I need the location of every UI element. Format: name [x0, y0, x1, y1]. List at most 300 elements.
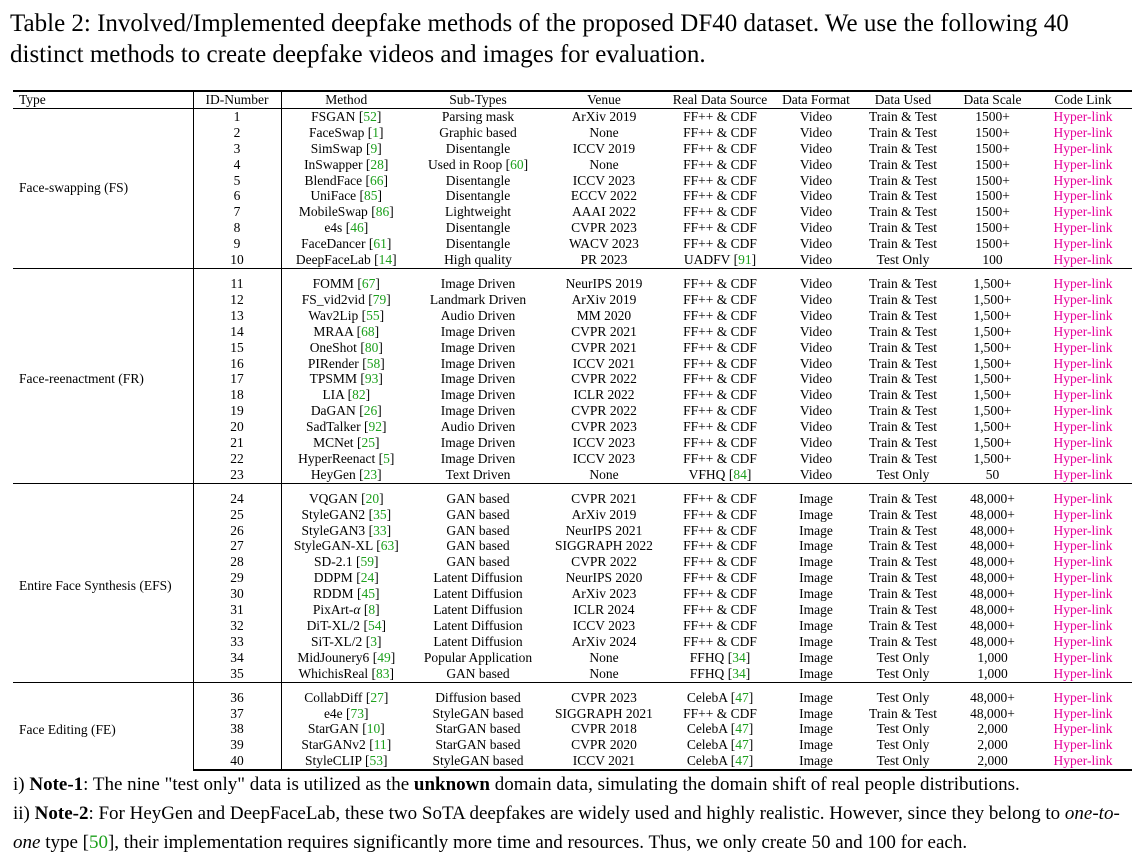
citation-link[interactable]: 84 — [733, 466, 747, 482]
citation-link[interactable]: 45 — [361, 586, 375, 602]
sub-type-cell — [411, 125, 545, 141]
citation-link[interactable]: 92 — [368, 419, 382, 435]
code-link-cell — [1034, 125, 1132, 141]
data-used-cell: Train & Test — [868, 140, 938, 156]
data-used-cell: Train & Test — [868, 156, 938, 172]
citation-link[interactable]: 68 — [361, 323, 375, 339]
data-scale-cell: 48,000+ — [970, 554, 1015, 570]
hyper-link[interactable]: Hyper-link — [1053, 275, 1113, 291]
real-data-source-cell — [663, 324, 777, 340]
sub-type-cell — [411, 706, 545, 722]
venue-cell: ICCV 2023 — [572, 618, 636, 633]
citation-link[interactable]: 5 — [383, 450, 390, 466]
method-cell: FS_vid2vid [79] — [301, 291, 391, 307]
hyper-link[interactable]: Hyper-link — [1053, 721, 1113, 737]
data-scale-cell: 2,000 — [951, 753, 1034, 770]
sub-type-cell — [411, 419, 545, 435]
data-format-cell: Image — [799, 618, 833, 633]
real-data-source-cell — [663, 538, 777, 554]
method-name: LIA — [322, 387, 345, 403]
data-scale-cell: 2,000 — [977, 721, 1008, 737]
sub-type-text: GAN based — [446, 554, 510, 570]
data-scale-cell: 48,000+ — [970, 705, 1015, 721]
data-scale-cell: 1500+ — [975, 188, 1010, 204]
citation-link[interactable]: 93 — [364, 371, 379, 387]
id-number-cell: 20 — [193, 419, 281, 435]
source-text: FFHQ — [689, 649, 725, 665]
citation-link[interactable]: 34 — [732, 665, 746, 681]
citation-link[interactable]: 9 — [370, 140, 378, 156]
method-name: StyleGAN-XL — [293, 538, 373, 554]
table-row — [13, 682, 1132, 705]
code-link-cell — [1034, 252, 1132, 268]
hyper-link[interactable]: Hyper-link — [1053, 355, 1113, 371]
citation-link[interactable]: 53 — [369, 753, 383, 769]
id-number-cell: 29 — [193, 570, 281, 586]
data-used-cell: Test Only — [876, 649, 930, 665]
hyper-link[interactable]: Hyper-link — [1053, 618, 1113, 633]
source-text: FF++ & CDF — [683, 554, 757, 570]
method-name: StarGAN — [307, 721, 359, 737]
code-link-cell — [1034, 721, 1132, 737]
method-name: HeyGen — [310, 466, 356, 482]
citation-link[interactable]: 47 — [735, 753, 749, 769]
code-link-cell — [1034, 387, 1132, 403]
citation-link[interactable]: 82 — [352, 387, 366, 403]
code-link-cell — [1034, 570, 1132, 586]
method-cell: StyleGAN-XL [63] — [293, 538, 399, 554]
note-1 — [13, 770, 1138, 799]
header-data-scale: Data Scale — [963, 92, 1022, 107]
citation-link[interactable]: 73 — [350, 705, 365, 721]
venue-cell: AAAI 2022 — [571, 204, 637, 220]
method-cell: DiT-XL/2 [54] — [306, 618, 386, 633]
data-used-cell: Train & Test — [868, 387, 938, 403]
code-link-cell — [1034, 435, 1132, 451]
citation-link[interactable]: 85 — [364, 188, 378, 204]
code-link-cell — [1034, 236, 1132, 252]
citation-link[interactable]: 55 — [366, 307, 380, 323]
id-number-cell: 27 — [193, 538, 281, 554]
note-2-text-b: type [ — [40, 832, 89, 853]
citation-link[interactable]: 47 — [735, 737, 749, 753]
data-scale-cell: 48,000+ — [970, 633, 1015, 649]
source-text: FF++ & CDF — [683, 220, 757, 236]
table-body — [13, 108, 1132, 770]
venue-cell: WACV 2023 — [569, 236, 639, 252]
citation-link[interactable]: 61 — [373, 236, 387, 252]
citation-link[interactable]: 49 — [377, 649, 391, 665]
sub-type-text: Graphic based — [439, 124, 517, 140]
citation-link[interactable]: 60 — [510, 156, 524, 172]
venue-cell: ArXiv 2019 — [571, 506, 637, 522]
hyper-link[interactable]: Hyper-link — [1053, 252, 1113, 268]
source-text: UADFV — [683, 252, 731, 268]
code-link-cell — [1034, 356, 1132, 372]
data-format-cell: Image — [799, 506, 833, 522]
venue-cell: None — [589, 124, 619, 140]
data-used-cell: Train & Test — [868, 236, 938, 252]
code-link-cell — [1034, 666, 1132, 682]
method-name: TPSMM — [309, 371, 357, 387]
data-scale-cell: 1,500+ — [973, 371, 1012, 387]
citation-link[interactable]: 63 — [380, 538, 395, 554]
method-name: SadTalker — [306, 419, 361, 435]
method-cell: StyleCLIP [53] — [281, 753, 411, 770]
id-number-cell: 7 — [193, 204, 281, 220]
code-link-cell — [1034, 340, 1132, 356]
hyper-link[interactable]: Hyper-link — [1053, 371, 1113, 387]
id-number-cell: 30 — [193, 586, 281, 602]
sub-type-text: GAN based — [446, 506, 510, 522]
citation-link[interactable]: 34 — [732, 649, 746, 665]
note-2-prefix: ii) — [13, 803, 35, 824]
id-number-cell: 22 — [193, 451, 281, 467]
sub-type-cell — [411, 173, 545, 189]
code-link-cell — [1034, 602, 1132, 618]
data-scale-cell: 1500+ — [975, 236, 1010, 252]
data-used-cell: Test Only — [876, 252, 930, 268]
data-used-cell: Test Only — [876, 466, 930, 482]
method-name: DaGAN — [310, 403, 356, 419]
hyper-link[interactable]: Hyper-link — [1053, 124, 1113, 140]
data-format-cell: Image — [777, 682, 855, 705]
data-used-cell: Train & Test — [868, 435, 938, 451]
code-link-cell — [1034, 173, 1132, 189]
real-data-source-cell: CelebA [47] — [686, 721, 754, 737]
id-number-cell: 1 — [193, 108, 281, 124]
data-format-cell: Image — [777, 483, 855, 506]
real-data-source-cell — [663, 371, 777, 387]
data-format-cell: Image — [799, 737, 833, 753]
id-number-cell: 25 — [193, 507, 281, 523]
method-cell: LIA [82] — [322, 387, 371, 403]
citation-link[interactable]: 27 — [370, 689, 384, 705]
data-format-cell: Video — [799, 204, 833, 220]
data-format-cell: Video — [799, 403, 833, 419]
method-name: MobileSwap — [298, 204, 368, 220]
source-text: FF++ & CDF — [683, 403, 757, 419]
citation-link[interactable]: 59 — [360, 554, 374, 570]
venue-cell: CVPR 2020 — [571, 737, 637, 753]
code-link-cell — [1034, 682, 1132, 705]
hyper-link[interactable]: Hyper-link — [1053, 538, 1113, 554]
real-data-source-cell — [663, 554, 777, 570]
citation-link[interactable]: 54 — [367, 618, 382, 633]
citation-link[interactable]: 8 — [368, 602, 376, 618]
id-number-cell: 18 — [193, 387, 281, 403]
hyper-link[interactable]: Hyper-link — [1053, 753, 1113, 769]
method-cell: DDPM [24] — [313, 570, 379, 586]
hyper-link[interactable]: Hyper-link — [1053, 689, 1113, 705]
hyper-link[interactable]: Hyper-link — [1053, 204, 1113, 220]
real-data-source-cell — [663, 435, 777, 451]
source-text: CelebA — [686, 737, 728, 753]
hyper-link[interactable]: Hyper-link — [1053, 339, 1113, 355]
venue-cell: CVPR 2023 — [571, 419, 637, 435]
citation-link[interactable]: 26 — [363, 403, 378, 419]
citation-link[interactable]: 10 — [366, 721, 381, 737]
group-type-label: Face-reenactment (FR) — [13, 268, 193, 483]
sub-type-text: GAN based — [446, 538, 510, 554]
header-code-link: Code Link — [1054, 92, 1112, 107]
citation-link[interactable]: 83 — [376, 665, 390, 681]
data-format-cell: Video — [799, 108, 833, 124]
sub-type-text: StarGAN based — [435, 721, 521, 737]
venue-cell: NeurIPS 2019 — [545, 268, 663, 291]
hyper-link[interactable]: Hyper-link — [1053, 466, 1113, 482]
real-data-source-cell — [663, 188, 777, 204]
citation-link[interactable]: 58 — [366, 355, 381, 371]
source-text: FF++ & CDF — [683, 618, 757, 633]
id-number-cell: 4 — [193, 157, 281, 173]
id-number-cell: 19 — [193, 403, 281, 419]
code-link-cell — [1034, 220, 1132, 236]
hyper-link[interactable]: Hyper-link — [1053, 403, 1113, 419]
citation-link[interactable]: 86 — [375, 204, 390, 220]
sub-type-cell — [411, 721, 545, 737]
sub-type-cell — [411, 737, 545, 753]
sub-type-text: Audio Driven — [440, 307, 516, 323]
citation-link[interactable]: 20 — [365, 490, 380, 506]
venue-cell: PR 2023 — [580, 252, 628, 268]
note-2-citation[interactable]: 50 — [88, 832, 108, 853]
hyper-link[interactable]: Hyper-link — [1053, 307, 1113, 323]
citation-link[interactable]: 52 — [363, 108, 377, 124]
data-scale-cell: 1,500+ — [973, 339, 1012, 355]
code-link-cell — [1034, 371, 1132, 387]
hyper-link[interactable]: Hyper-link — [1053, 586, 1113, 602]
citation-link[interactable]: 35 — [373, 506, 387, 522]
data-scale-cell: 1,500+ — [973, 403, 1012, 419]
data-scale-cell: 1,500+ — [973, 355, 1012, 371]
citation-link[interactable]: 25 — [361, 435, 375, 451]
hyper-link[interactable]: Hyper-link — [1053, 435, 1113, 451]
data-format-cell: Video — [777, 268, 855, 291]
real-data-source-cell — [663, 706, 777, 722]
sub-type-text: StyleGAN based — [432, 705, 524, 721]
sub-type-text: Lightweight — [445, 204, 511, 220]
data-used-cell: Train & Test — [868, 220, 938, 236]
sub-type-cell — [411, 602, 545, 618]
method-cell: MobileSwap [86] — [298, 204, 394, 220]
group-type-label: Face-swapping (FS) — [13, 108, 193, 268]
sub-type-cell — [411, 220, 545, 236]
group-type-label: Entire Face Synthesis (EFS) — [13, 483, 193, 682]
data-scale-cell: 48,000+ — [970, 586, 1015, 602]
method-cell: PIRender [58] — [307, 355, 385, 371]
hyper-link[interactable]: Hyper-link — [1053, 490, 1113, 506]
hyper-link[interactable]: Hyper-link — [1053, 554, 1113, 570]
sub-type-text: Landmark Driven — [429, 291, 527, 307]
note-2-italic: one-to-one — [13, 803, 1120, 853]
source-text: FF++ & CDF — [683, 586, 757, 602]
data-used-cell: Test Only — [876, 737, 930, 753]
table-row — [13, 268, 1132, 291]
method-cell: VQGAN [20] — [281, 483, 411, 506]
venue-cell: ArXiv 2019 — [571, 291, 637, 307]
data-format-cell: Video — [799, 435, 833, 451]
data-scale-cell: 1500+ — [975, 140, 1010, 156]
venue-cell: ICLR 2022 — [573, 387, 635, 403]
source-text: FF++ & CDF — [683, 323, 757, 339]
hyper-link[interactable]: Hyper-link — [1053, 506, 1113, 522]
citation-link[interactable]: 28 — [370, 156, 384, 172]
sub-type-cell — [411, 371, 545, 387]
table-caption — [10, 8, 1138, 70]
source-text: CelebA — [686, 689, 728, 705]
sub-type-cell — [411, 570, 545, 586]
citation-link[interactable]: 33 — [373, 522, 387, 538]
hyper-link[interactable]: Hyper-link — [1053, 665, 1113, 681]
source-text: FF++ & CDF — [683, 633, 757, 649]
hyper-link[interactable]: Hyper-link — [1053, 220, 1113, 236]
hyper-link[interactable]: Hyper-link — [1053, 291, 1113, 307]
hyper-link[interactable]: Hyper-link — [1053, 188, 1113, 204]
data-format-cell: Image — [799, 633, 833, 649]
sub-type-text: Disentangle — [445, 172, 511, 188]
id-number-cell: 5 — [193, 173, 281, 189]
method-name: StarGANv2 — [301, 737, 366, 753]
id-number-cell: 17 — [193, 371, 281, 387]
sub-type-text: Latent Diffusion — [433, 586, 523, 602]
data-format-cell: Image — [777, 753, 855, 770]
id-number-cell: 37 — [193, 706, 281, 722]
method-cell: WhichisReal [83] — [298, 665, 395, 681]
source-text: FF++ & CDF — [683, 204, 757, 220]
method-cell: SadTalker [92] — [306, 419, 387, 435]
hyper-link[interactable]: Hyper-link — [1053, 570, 1113, 586]
method-name: MidJounery6 — [297, 649, 370, 665]
sub-type-text: Image Driven — [440, 275, 516, 291]
hyper-link[interactable]: Hyper-link — [1053, 387, 1113, 403]
hyper-link[interactable]: Hyper-link — [1053, 737, 1113, 753]
citation-link[interactable]: 3 — [370, 633, 377, 649]
hyper-link[interactable]: Hyper-link — [1053, 450, 1113, 466]
note-2-text-c: ], their implementation requires significantly more time and resources. Thus, we only create 50 and 100 for each. — [107, 832, 968, 853]
sub-type-cell — [411, 387, 545, 403]
caption-text: Involved/Implemented deepfake methods of the proposed DF40 dataset. We use the following 40 distinct methods to create deepfake videos and images for evaluation. — [10, 10, 1069, 68]
data-format-cell: Video — [799, 450, 833, 466]
citation-link[interactable]: 11 — [373, 737, 387, 753]
data-used-cell: Train & Test — [868, 633, 938, 649]
sub-type-text: Latent Diffusion — [433, 602, 523, 618]
id-number-cell: 3 — [193, 141, 281, 157]
citation-link[interactable]: 23 — [363, 466, 378, 482]
method-name: StyleGAN3 — [301, 522, 366, 538]
id-number-cell: 35 — [193, 666, 281, 682]
note-1-label: Note-1 — [29, 774, 84, 795]
source-text: FF++ & CDF — [683, 188, 757, 204]
method-cell: SD-2.1 [59] — [313, 554, 379, 570]
hyper-link[interactable]: Hyper-link — [1053, 172, 1113, 188]
real-data-source-cell: CelebA [47] — [663, 682, 777, 705]
method-name: SD-2.1 — [313, 554, 353, 570]
data-scale-cell: 48,000+ — [970, 602, 1015, 618]
data-scale-cell: 1500+ — [975, 172, 1010, 188]
sub-type-text: Used in Roop — [427, 156, 503, 172]
citation-link[interactable]: 80 — [364, 339, 379, 355]
data-used-cell: Test Only — [876, 665, 930, 681]
data-scale-cell: 48,000+ — [951, 682, 1034, 705]
venue-cell: CVPR 2023 — [545, 682, 663, 705]
data-used-cell: Train & Test — [868, 602, 938, 618]
method-name: InSwapper — [304, 156, 363, 172]
citation-link[interactable]: 67 — [361, 275, 376, 291]
real-data-source-cell — [663, 356, 777, 372]
method-cell: TPSMM [93] — [309, 371, 383, 387]
citation-link[interactable]: 46 — [350, 220, 364, 236]
data-scale-cell: 1,000 — [977, 649, 1008, 665]
method-name: e4e — [323, 705, 343, 721]
hyper-link[interactable]: Hyper-link — [1053, 522, 1113, 538]
data-used-cell: Train & Test — [868, 108, 938, 124]
id-number-cell: 33 — [193, 634, 281, 650]
hyper-link[interactable]: Hyper-link — [1053, 633, 1113, 649]
code-link-cell — [1034, 618, 1132, 634]
source-text: FF++ & CDF — [683, 172, 757, 188]
id-number-cell: 11 — [193, 268, 281, 291]
data-scale-cell: 48,000+ — [951, 483, 1034, 506]
method-cell: HeyGen [23] — [310, 466, 382, 482]
id-number-cell: 32 — [193, 618, 281, 634]
id-number-cell: 15 — [193, 340, 281, 356]
citation-link[interactable]: 47 — [735, 689, 749, 705]
code-link-cell — [1034, 188, 1132, 204]
id-number-cell: 28 — [193, 554, 281, 570]
hyper-link[interactable]: Hyper-link — [1053, 140, 1113, 156]
venue-cell: None — [589, 156, 619, 172]
venue-cell: ArXiv 2019 — [571, 108, 637, 124]
method-cell: UniFace [85] — [310, 188, 383, 204]
citation-link[interactable]: 1 — [372, 124, 380, 140]
code-link-cell — [1034, 419, 1132, 435]
header-method: Method — [325, 92, 368, 107]
method-name: VQGAN — [308, 490, 358, 506]
real-data-source-cell — [663, 125, 777, 141]
sub-type-cell — [411, 467, 545, 483]
hyper-link[interactable]: Hyper-link — [1053, 236, 1113, 252]
sub-type-text: StarGAN based — [435, 737, 521, 753]
data-format-cell: Video — [799, 419, 833, 435]
hyper-link[interactable]: Hyper-link — [1053, 108, 1113, 124]
method-name: Wav2Lip — [308, 307, 359, 323]
citation-link[interactable]: 91 — [738, 252, 752, 268]
data-format-cell: Video — [799, 291, 833, 307]
citation-link[interactable]: 24 — [360, 570, 375, 586]
method-name: MCNet — [313, 435, 354, 451]
code-link-cell — [1034, 737, 1132, 753]
method-cell: e4e [73] — [323, 705, 369, 721]
data-format-cell: Video — [799, 220, 833, 236]
code-link-cell — [1034, 650, 1132, 666]
hyper-link[interactable]: Hyper-link — [1053, 649, 1113, 665]
hyper-link[interactable]: Hyper-link — [1053, 323, 1113, 339]
sub-type-text: Latent Diffusion — [433, 633, 523, 649]
sub-type-text: Disentangle — [445, 188, 511, 204]
hyper-link[interactable]: Hyper-link — [1053, 705, 1113, 721]
source-text: FF++ & CDF — [683, 705, 757, 721]
citation-link[interactable]: 79 — [372, 291, 387, 307]
data-format-cell: Image — [799, 705, 833, 721]
hyper-link[interactable]: Hyper-link — [1053, 156, 1113, 172]
citation-link[interactable]: 14 — [378, 252, 393, 268]
hyper-link[interactable]: Hyper-link — [1053, 602, 1113, 618]
id-number-cell: 14 — [193, 324, 281, 340]
citation-link[interactable]: 66 — [370, 172, 384, 188]
hyper-link[interactable]: Hyper-link — [1053, 419, 1113, 435]
citation-link[interactable]: 47 — [735, 721, 749, 737]
